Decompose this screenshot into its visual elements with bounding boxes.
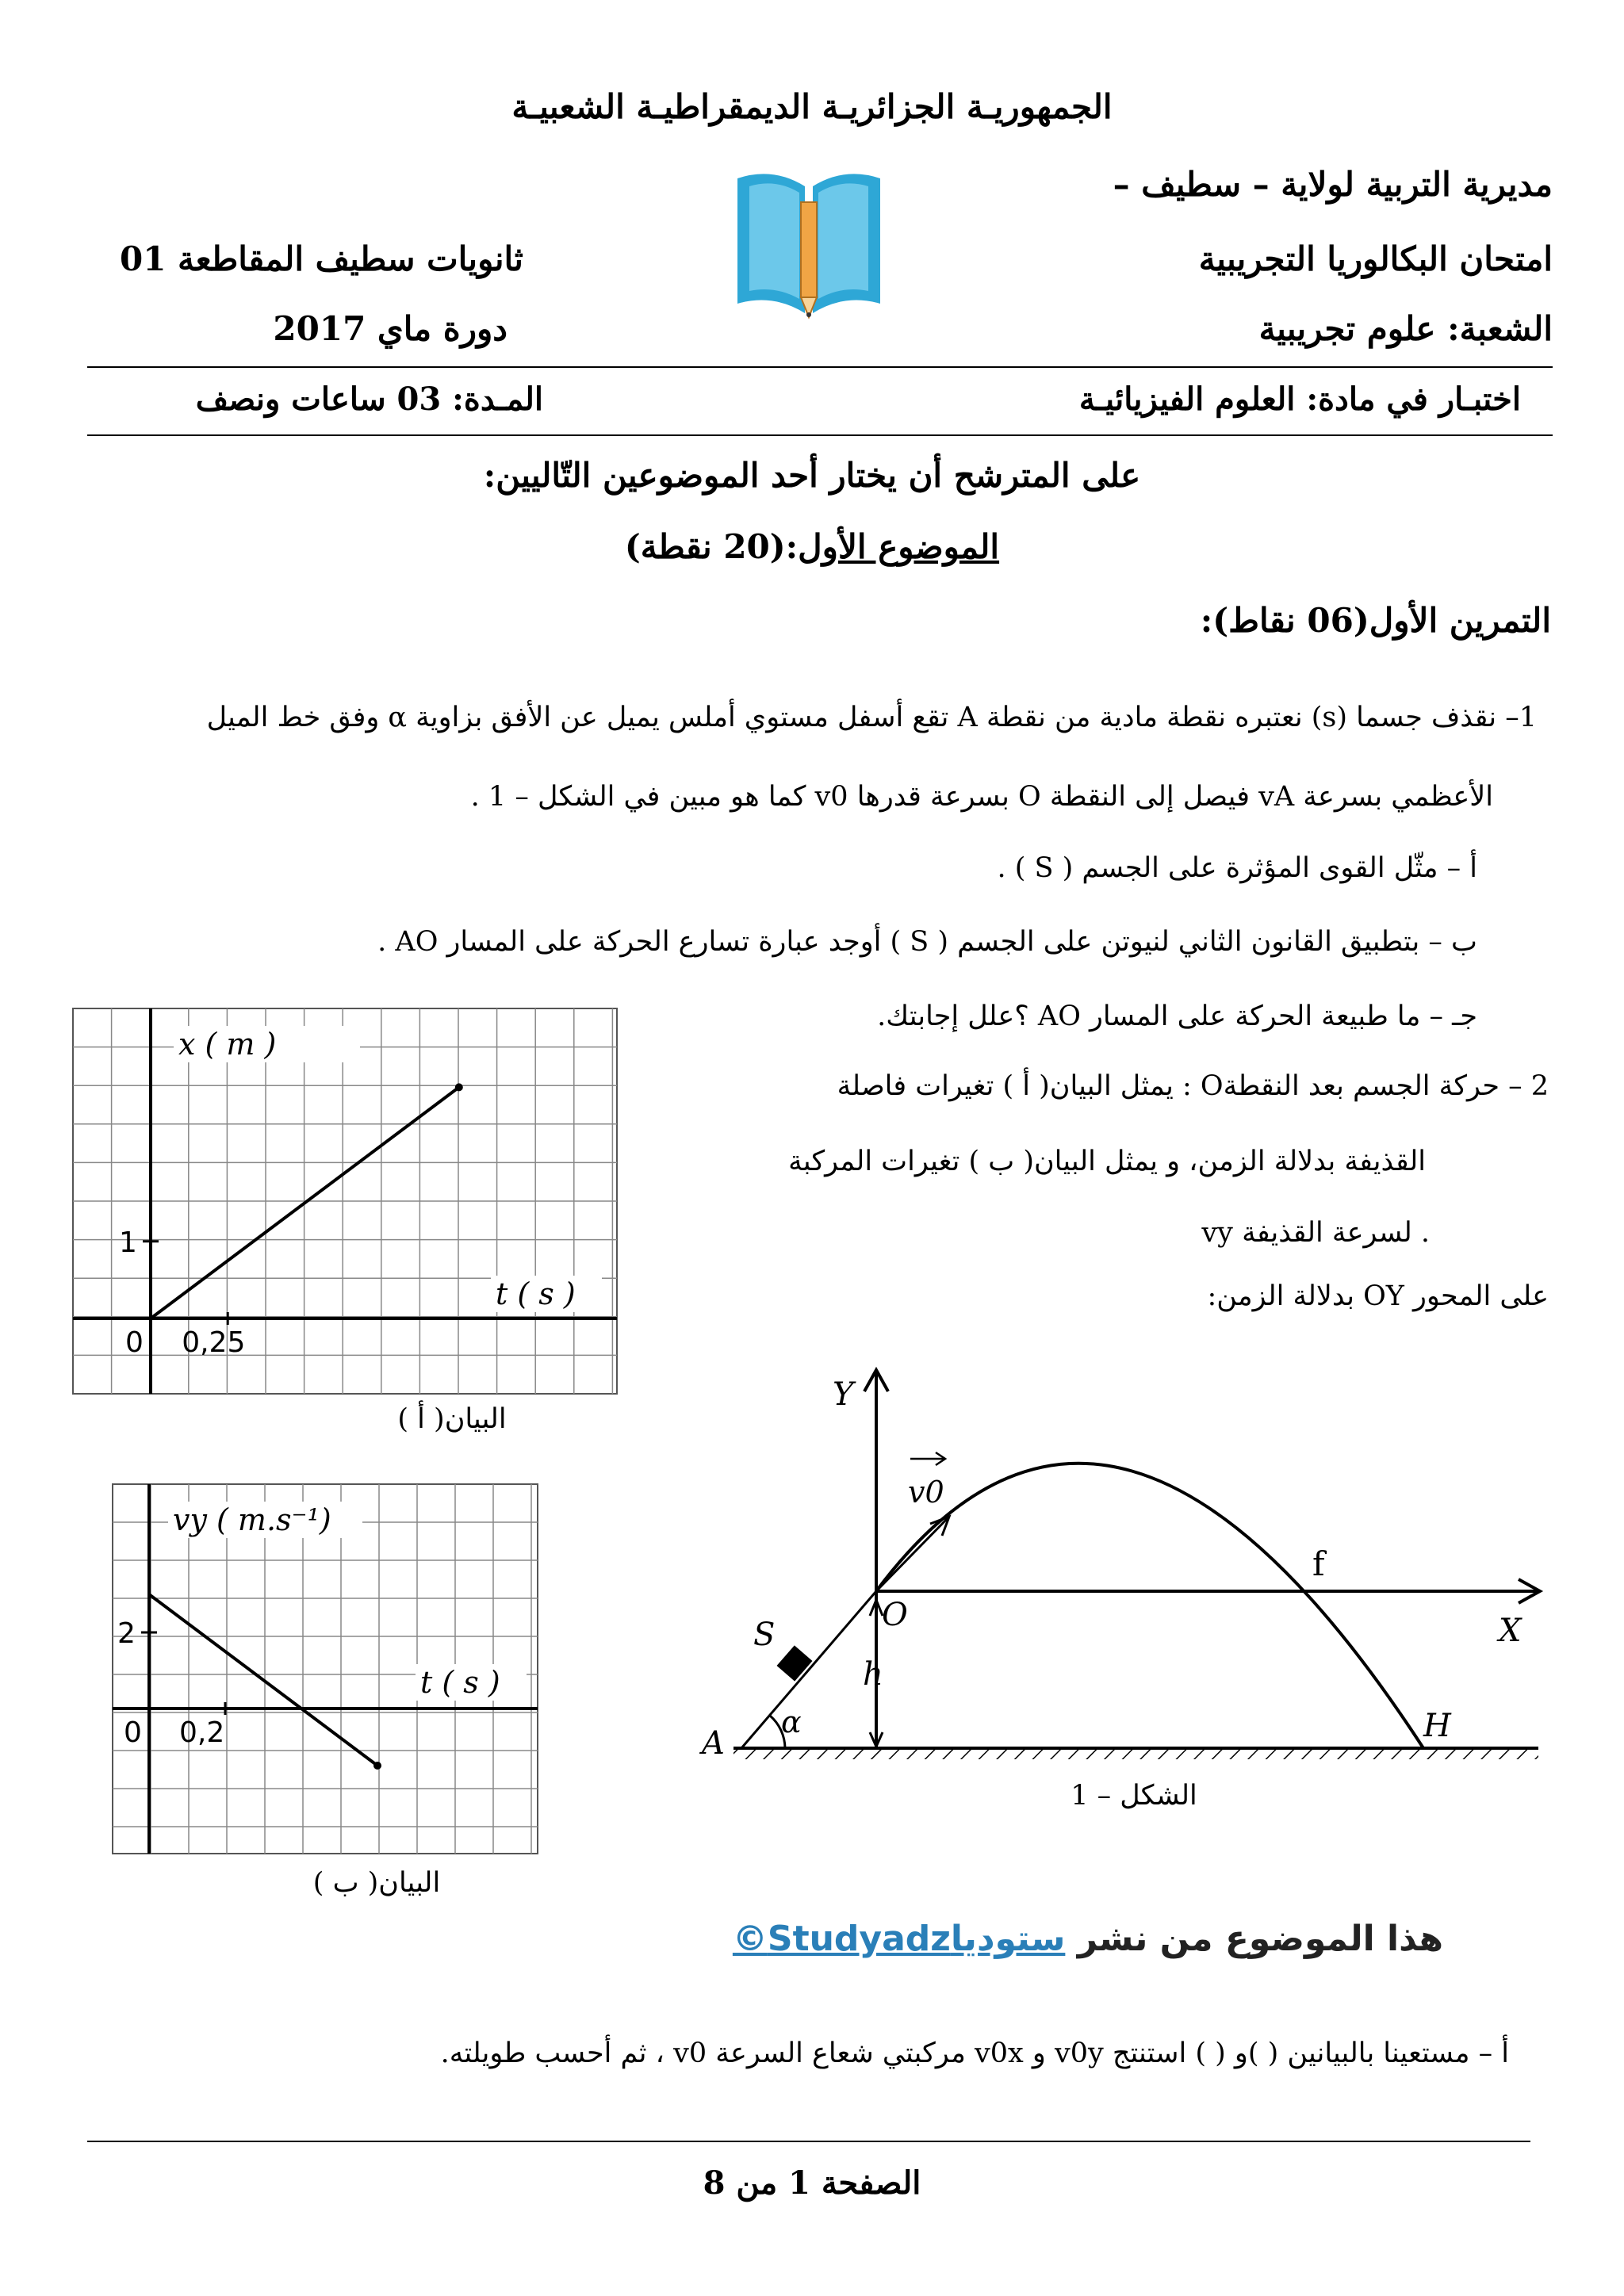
incline-plane <box>741 1591 876 1748</box>
session: دورة ماي 2017 <box>273 309 508 348</box>
y-axis-label: vy ( m.s⁻¹) <box>173 1502 331 1537</box>
label-X: X <box>1499 1613 1522 1649</box>
header-rule-top <box>87 366 1553 368</box>
q1-line1: 1– نقذف جسما (s) نعتبره نقطة مادية من نقطة A تقع أسفل مستوي أملس يميل عن الأفق بزاوية α وفق خط الميل <box>206 702 1537 733</box>
graph-a <box>71 1007 619 1395</box>
x-tick-label: 0,2 <box>179 1716 225 1749</box>
q1-part-a: أ – مثّل القوى المؤثرة على الجسم ( S ) . <box>997 852 1477 884</box>
label-H: H <box>1423 1708 1451 1744</box>
q2-line3: vy لسرعة القذيفة . <box>1201 1217 1430 1249</box>
block-s <box>777 1645 813 1681</box>
ground-hatch <box>733 1748 1538 1759</box>
footer-rule <box>87 2141 1530 2142</box>
watermark-prefix: هذا الموضوع من نشر <box>1077 1919 1443 1959</box>
data-point-end <box>455 1083 463 1091</box>
q1-part-c: جـ – ما طبيعة الحركة على المسار AO ؟علل إجابتك. <box>877 1001 1477 1032</box>
x-tick-label: 0,25 <box>182 1326 246 1359</box>
graph-a-caption: البيان( أ ) <box>397 1403 507 1435</box>
x-axis-label: t ( s ) <box>420 1665 500 1700</box>
topic-title: الموضوع الأول <box>798 527 1000 566</box>
trajectory <box>876 1464 1423 1748</box>
label-v0: v0 <box>908 1475 944 1510</box>
stream: الشعبة: علوم تجريبية <box>1258 309 1553 348</box>
v0-vector <box>876 1518 948 1591</box>
x-axis-label: t ( s ) <box>496 1276 576 1311</box>
q2-line1: 2 – حركة الجسم بعد النقطةO : يمثل البيان( أ ) تغيرات فاصلة <box>837 1070 1549 1102</box>
final-question: أ – مستعينا بالبيانين ( )و ( ) استنتج v0y و v0x مركبتي شعاع السرعة v0 ، ثم أحسب طويلته. <box>440 2038 1509 2069</box>
q1-line2: الأعظمي بسرعة vA فيصل إلى النقطة O بسرعة قدرها v0 كما هو مبين في الشكل – 1 . <box>470 781 1493 813</box>
label-alpha: α <box>781 1705 802 1739</box>
y-axis-label: x ( m ) <box>178 1027 277 1062</box>
label-O: O <box>882 1597 908 1633</box>
exam-title: امتحان البكالوريا التجريبية <box>1198 239 1553 278</box>
page-number: الصفحة 1 من 8 <box>703 2164 921 2202</box>
q1-part-b: ب – بتطبيق القانون الثاني لنيوتن على الجسم ( S ) أوجد عبارة تسارع الحركة على المسار AO . <box>377 926 1477 958</box>
header-rule-bottom <box>87 434 1553 436</box>
graph-b <box>111 1483 539 1855</box>
figure-1 <box>690 1348 1562 1839</box>
topic-heading <box>508 527 1116 566</box>
label-Y: Y <box>833 1376 854 1413</box>
directorate: مديرية التربية لولاية – سطيف – <box>1113 165 1553 204</box>
watermark <box>732 1919 1443 1959</box>
data-point-end <box>373 1762 381 1770</box>
book-logo-icon <box>730 163 888 321</box>
q2-line2: القذيفة بدلالة الزمن، و يمثل البيان( ب ) تغيرات المركبة <box>788 1146 1426 1177</box>
q2-line4: على المحور OY بدلالة الزمن: <box>1207 1280 1549 1312</box>
schools: ثانويات سطيف المقاطعة 01 <box>119 239 523 278</box>
label-A: A <box>702 1725 725 1762</box>
origin-label: 0 <box>125 1326 144 1359</box>
choose-instruction: على المترشح أن يختار أحد الموضوعين التّاليين: <box>483 456 1141 495</box>
subject: اختبـار في مادة: العلوم الفيزيائيـة <box>1078 381 1521 418</box>
data-line <box>151 1087 459 1318</box>
watermark-site-ar[interactable]: ستوديا <box>950 1919 1066 1959</box>
watermark-site-en[interactable]: Studyadz© <box>732 1919 951 1959</box>
label-h: h <box>863 1656 883 1693</box>
label-S: S <box>753 1617 776 1653</box>
topic-points: :(20 نقطة) <box>624 527 799 566</box>
figure-1-caption: الشكل – 1 <box>1071 1780 1197 1812</box>
duration: المـدة: 03 ساعات ونصف <box>195 381 543 418</box>
origin-label: 0 <box>124 1716 142 1749</box>
y-tick-label: 2 <box>117 1617 136 1650</box>
label-f: f <box>1312 1544 1325 1583</box>
republic-title: الجمهوريـة الجزائريـة الديمقراطيـة الشعبيـة <box>511 87 1113 126</box>
exercise-heading: التمرين الأول(06 نقاط): <box>1200 601 1551 640</box>
graph-b-caption: البيان( ب ) <box>312 1867 441 1899</box>
y-tick-label: 1 <box>119 1226 137 1259</box>
